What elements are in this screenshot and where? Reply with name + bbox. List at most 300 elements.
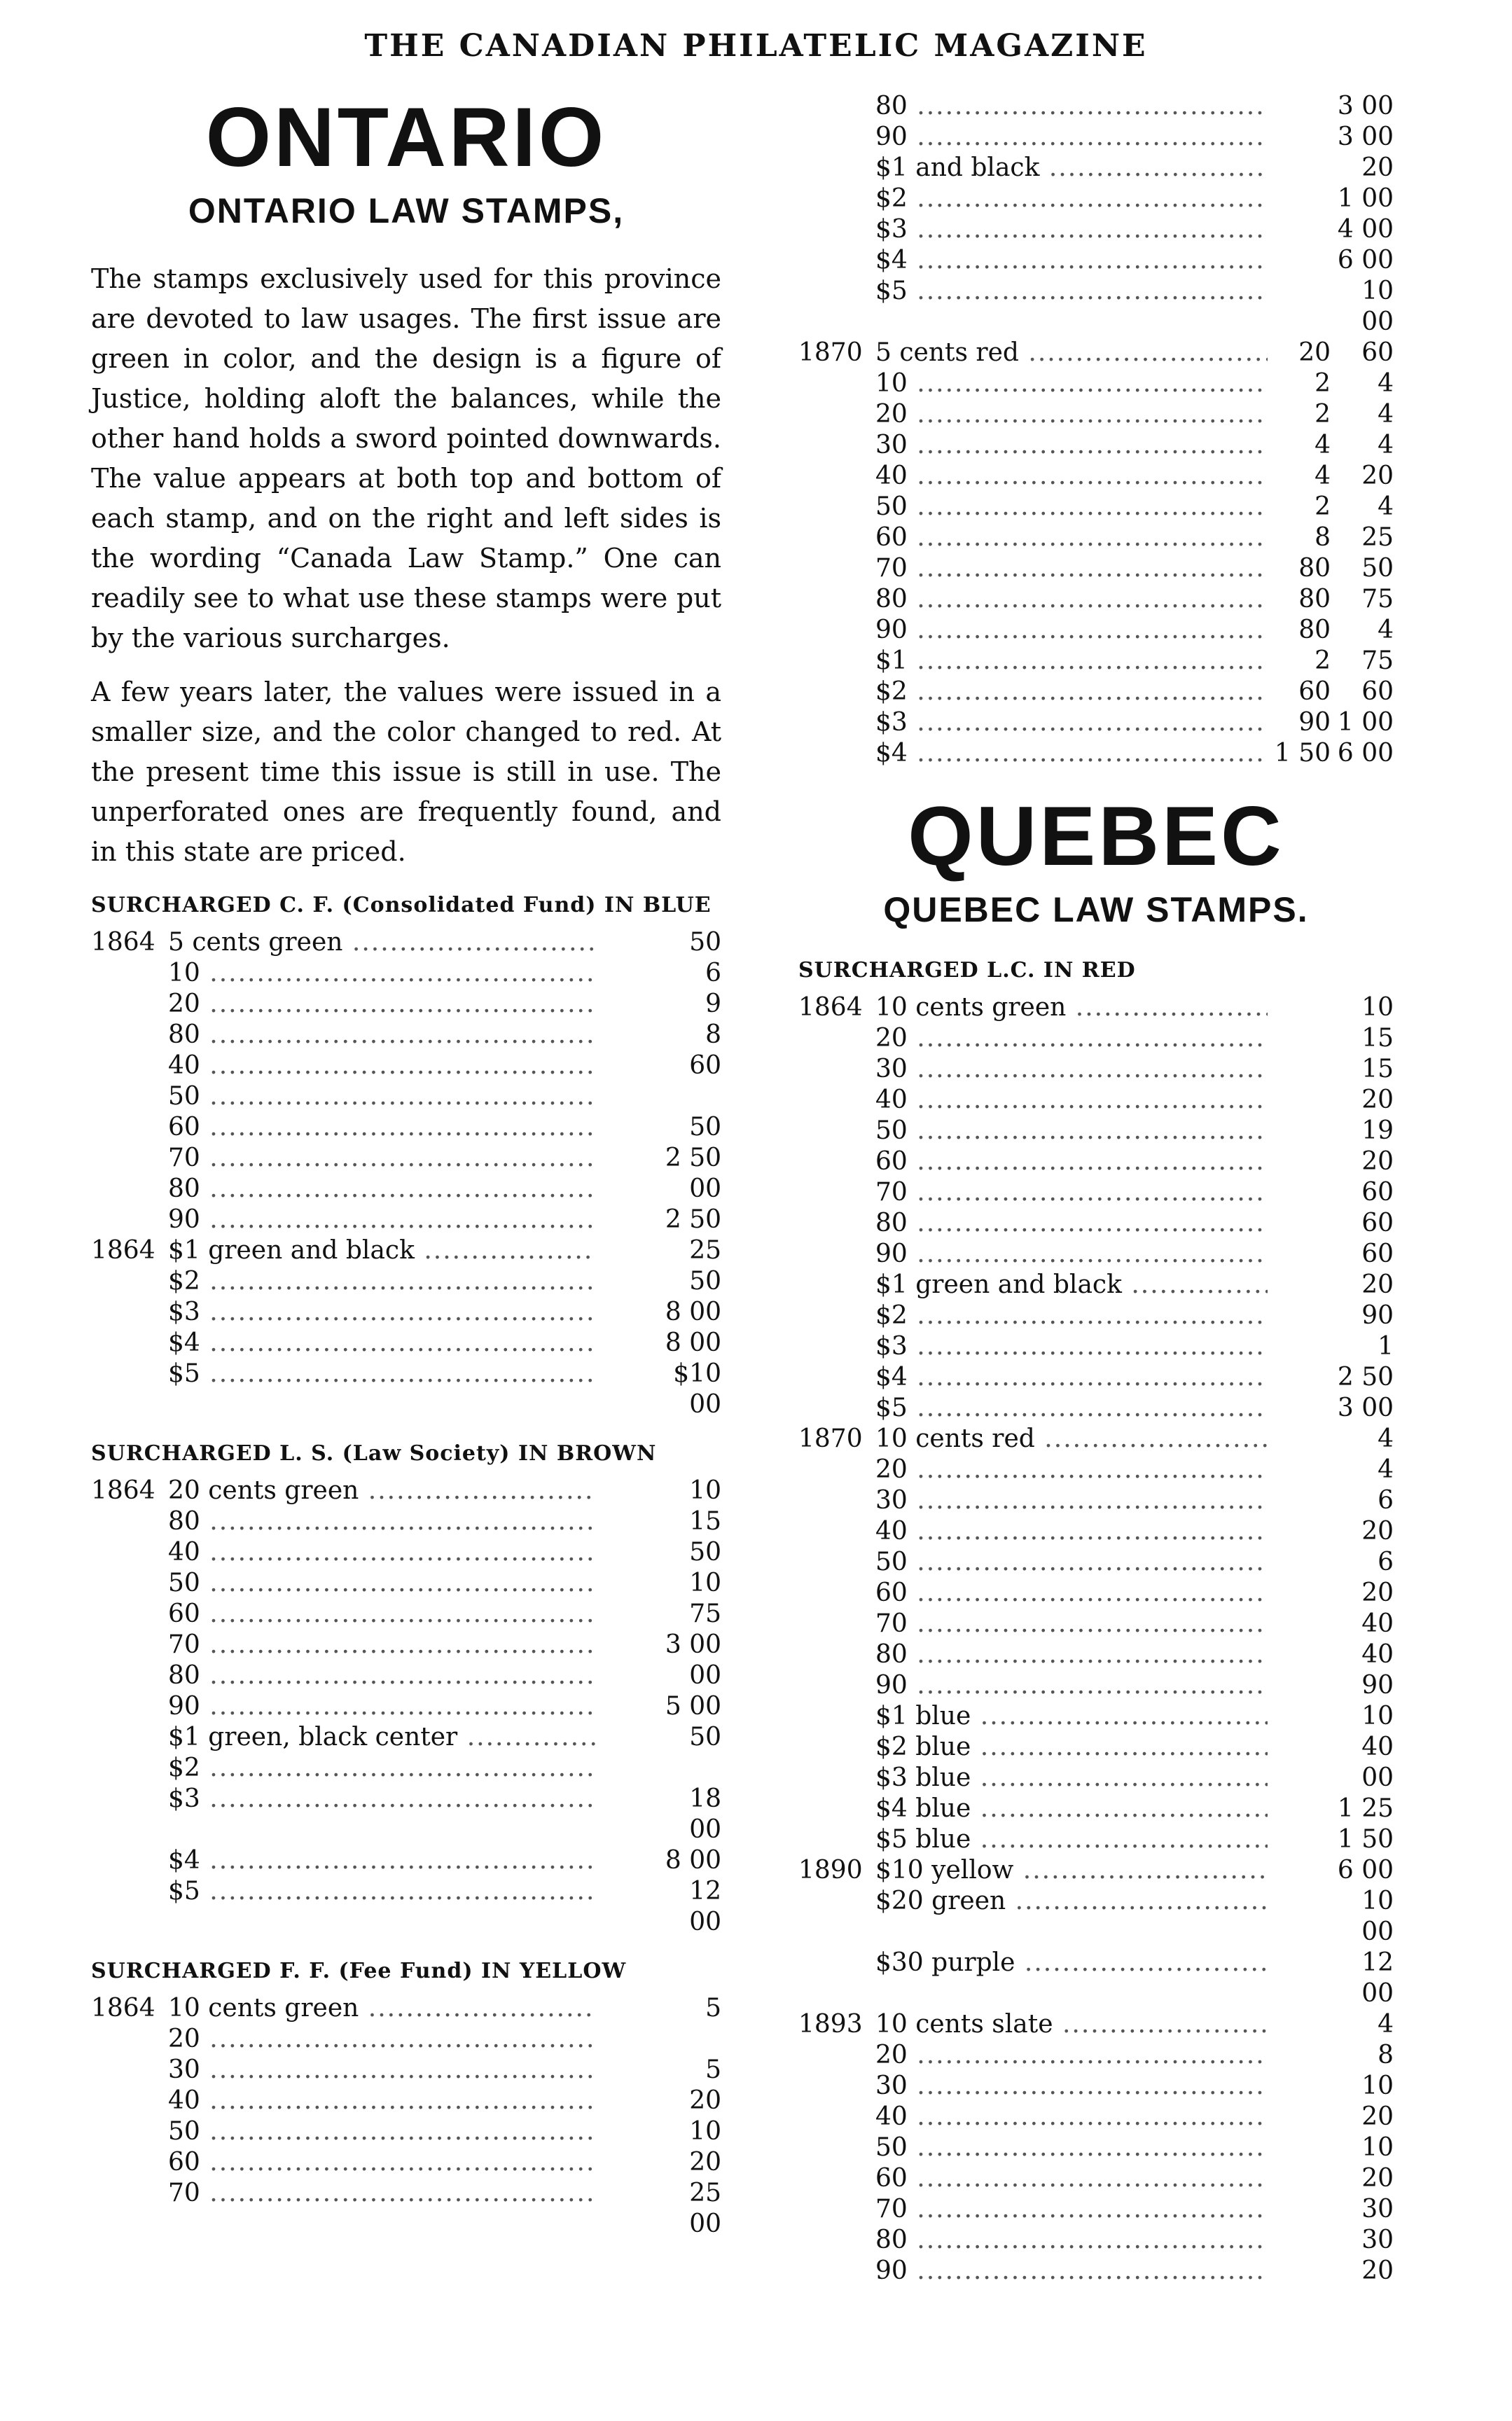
price-row-description: $4 blue ..... [875,1794,1268,1824]
price-row [798,368,1394,399]
price-row [91,1143,721,1174]
price-row [91,1599,721,1630]
price-row-used-price: 60 [1361,338,1394,367]
price-row-used-price: 40 [1361,1609,1394,1638]
price-row [91,1691,721,1722]
price-row-used-price: 5 [705,1994,721,2023]
price-row-description: 50 ..... [875,2132,1268,2163]
price-row-description: $4 ..... [168,1328,595,1359]
price-row [91,1568,721,1599]
price-row [91,1359,721,1420]
price-row [798,1855,1394,1886]
price-row-description: 20 ..... [168,989,595,1020]
price-row-description: 60 ..... [875,1146,1268,1177]
price-row-unused-price: 4 [1315,462,1331,490]
price-row-used-price: 10 00 [1361,277,1394,336]
price-row-used-price: 25 [1361,523,1394,552]
price-row [798,122,1394,153]
price-row [798,1116,1394,1146]
quebec-title: QUEBEC [908,789,1284,883]
price-row [798,2071,1394,2102]
price-row-used-price: 2 50 [1337,1363,1394,1392]
price-row [798,1732,1394,1763]
price-row-description: 20 ..... [875,2040,1268,2071]
price-row-used-price: 6 [705,959,721,987]
price-row [798,992,1394,1023]
price-row-description: 80 ..... [168,1506,595,1537]
price-row-description: 80 ..... [875,1208,1268,1239]
price-row [798,1516,1394,1547]
price-row-used-price: 4 [1378,1455,1394,1484]
price-row-used-price: 20 [689,2086,721,2115]
price-row [91,1630,721,1660]
price-row-description: 60 ..... [875,2163,1268,2194]
price-row-description: $20 green ..... [875,1886,1268,1917]
price-row-description: 60 ..... [168,2147,595,2178]
price-row [798,1609,1394,1639]
price-row-used-price: 3 00 [1337,92,1394,120]
price-row-used-price: 4 [1378,1424,1394,1453]
price-row-used-price: 6 00 [1337,246,1394,275]
price-row-description: 40 ..... [875,1085,1268,1116]
price-row-used-price: 40 [1361,1640,1394,1669]
price-row-used-price: 30 [1361,2226,1394,2254]
price-row [798,338,1394,368]
price-row [798,1763,1394,1794]
price-row-used-price: 10 [689,1569,721,1597]
price-row [798,1393,1394,1424]
price-row-used-price: 30 [1361,2195,1394,2224]
ontario-section-heading: SURCHARGED C. F. (Consolidated Fund) IN BLUE [91,893,712,917]
price-row-description: 20 ..... [875,1023,1268,1054]
price-row [91,927,721,958]
price-row [798,1270,1394,1300]
price-row [798,1639,1394,1670]
price-row [91,2055,721,2086]
quebec-subtitle: QUEBEC LAW STAMPS. [883,890,1309,929]
price-row-used-price: 4 [1378,492,1394,521]
price-row [798,1085,1394,1116]
price-row-used-price: 6 [1378,1486,1394,1515]
price-row-description: $3 ..... [168,1784,595,1815]
price-row [91,1205,721,1235]
price-row-description: 70 ..... [875,2194,1268,2225]
price-row [798,615,1394,646]
price-row [798,553,1394,584]
price-row-description: 50 ..... [168,1568,595,1599]
price-row-unused-price: 80 [1298,585,1331,613]
price-row [91,1235,721,1266]
price-row-used-price: 20 [1361,1579,1394,1607]
price-row-description: 30 ..... [168,2055,595,2086]
price-row-description: $2 ..... [875,1300,1268,1331]
price-row-used-price: 10 [689,2117,721,2146]
price-row-unused-price: 4 [1315,431,1331,459]
price-row [798,1146,1394,1177]
price-row-used-price: 4 [1378,369,1394,398]
price-row-used-price: 60 [1361,1209,1394,1237]
price-row-description: $1 green and black ..... [168,1235,595,1266]
quebec-price-list [798,992,1394,2287]
price-row-description: 80 ..... [875,91,1268,122]
price-row-description: $5 ..... [168,1876,595,1907]
price-row-description: 20 ..... [875,399,1268,430]
price-row [798,183,1394,214]
price-row [91,1081,721,1112]
price-row-description: $2 ..... [875,183,1268,214]
price-row-used-price: 4 [1378,431,1394,459]
price-row [798,1177,1394,1208]
price-row [798,584,1394,615]
price-row-description: 90 ..... [875,122,1268,153]
price-row [91,1993,721,2024]
price-row-description: $3 ..... [875,214,1268,245]
ontario-price-list [91,1993,721,2240]
price-row-description: 90 ..... [875,615,1268,646]
price-row-used-price: 4 00 [1337,215,1394,244]
price-row-description: 10 cents red ..... [875,1424,1268,1455]
price-row-used-price: 6 00 [1337,739,1394,768]
price-row [798,2040,1394,2071]
price-row-description: 50 ..... [875,1547,1268,1578]
price-row-used-price: 18 00 [689,1784,721,1844]
price-row-used-price: 4 [1378,2010,1394,2039]
price-row-description: 10 ..... [875,368,1268,399]
price-row [798,245,1394,276]
ontario-paragraph-2: A few years later, the values were issued in a smaller size, and the color changed to red. At the present time this issue is still in use. The unperforated ones are frequently found, and in this state are priced. [91,677,721,867]
price-row-used-price: 25 [689,1236,721,1265]
price-row [798,1578,1394,1609]
price-row [91,1328,721,1359]
price-row-used-price: 75 [1361,646,1394,675]
price-row [798,2225,1394,2256]
price-row [798,1701,1394,1732]
price-row-description: 40 ..... [168,1537,595,1568]
price-row-used-price: 20 [1361,2256,1394,2285]
price-row-description: $3 ..... [875,1331,1268,1362]
price-row [798,1886,1394,1948]
price-row [798,738,1394,769]
price-row [798,1331,1394,1362]
price-row [91,2024,721,2055]
price-row [798,646,1394,677]
price-row-year: 1864 [91,1994,155,2023]
price-row [91,1506,721,1537]
price-row [798,461,1394,492]
price-row-description: $1 ..... [875,646,1268,677]
price-row-used-price: 3 00 [665,1630,721,1659]
price-row [798,1239,1394,1270]
price-row [91,1753,721,1784]
price-row-unused-price: 80 [1298,616,1331,644]
price-row [798,2194,1394,2225]
price-row-year: 1864 [91,1476,155,1505]
ontario-price-list [91,927,721,1420]
price-row-description: 80 ..... [168,1020,595,1050]
price-row-description: $3 ..... [168,1297,595,1328]
price-row-year: 1864 [798,993,863,1022]
ontario-price-list [91,1476,721,1938]
price-row-used-price: 3 00 [1337,123,1394,151]
masthead: THE CANADIAN PHILATELIC MAGAZINE [364,28,1148,64]
price-row [91,1722,721,1753]
price-row-used-price: 8 00 [665,1329,721,1357]
price-row-used-price: 90 [1361,1671,1394,1700]
price-row-used-price: 9 [705,990,721,1018]
price-row-description: 20 cents green ..... [168,1476,595,1506]
price-row-description: $5 blue ..... [875,1824,1268,1855]
price-row-unused-price: 2 [1315,646,1331,675]
price-row-used-price: 8 [705,1020,721,1049]
price-row-used-price: 00 [1361,1763,1394,1792]
price-row-description: $2 ..... [168,1753,595,1784]
price-row-used-price: 00 [689,1661,721,1690]
price-row-unused-price: 2 [1315,369,1331,398]
price-row [798,522,1394,553]
price-row-used-price: 19 [1361,1116,1394,1145]
price-row [798,2009,1394,2040]
price-row-year: 1890 [798,1856,863,1885]
price-row-used-price: 5 00 [665,1692,721,1721]
price-row [91,1297,721,1328]
price-row-description: $4 ..... [875,738,1268,769]
price-row [91,2086,721,2116]
price-row-description: $5 ..... [875,1393,1268,1424]
price-row-used-price: 5 [705,2055,721,2084]
price-row-unused-price: 20 [1298,338,1331,367]
price-row [798,1054,1394,1085]
price-row-description: 10 cents slate ..... [875,2009,1268,2040]
price-row-description: 80 ..... [168,1660,595,1691]
price-row-used-price: 20 [1361,1147,1394,1176]
price-row [798,1300,1394,1331]
price-row [91,1660,721,1691]
price-row [798,430,1394,461]
price-row [798,1794,1394,1824]
price-row-unused-price: 8 [1315,523,1331,552]
price-row-used-price: 1 00 [1337,184,1394,213]
price-row [798,2163,1394,2194]
price-row-used-price: 50 [689,1723,721,1751]
price-row-description: $4 ..... [875,245,1268,276]
price-row [798,1362,1394,1393]
price-row-year: 1893 [798,2010,863,2039]
price-row-unused-price: 2 [1315,492,1331,521]
price-row-used-price: 15 [689,1507,721,1536]
ontario-section-heading: SURCHARGED L. S. (Law Society) IN BROWN [91,1441,657,1466]
price-row-used-price: 1 [1378,1332,1394,1361]
price-row-unused-price: 60 [1298,677,1331,706]
price-row [798,1948,1394,2009]
price-row-used-price: 50 [689,928,721,957]
price-row [798,1455,1394,1485]
ontario-continued-price-list [798,91,1394,769]
price-row-description: $1 and black ..... [875,153,1268,183]
price-row-used-price: 10 [1361,1702,1394,1730]
price-row-used-price: 2 50 [665,1205,721,1234]
price-row-unused-price: 80 [1298,554,1331,583]
price-row-description: 5 cents green ..... [168,927,595,958]
right-column [798,91,1394,2287]
price-row-used-price: 00 [689,1174,721,1203]
price-row [91,958,721,989]
price-row-used-price: 4 [1378,400,1394,429]
price-row [798,1485,1394,1516]
price-row-description: 70 ..... [875,1177,1268,1208]
price-row-used-price: 4 [1378,616,1394,644]
price-row-used-price: 8 00 [665,1298,721,1326]
price-row-used-price: 12 00 [1361,1948,1394,2008]
price-row-description: 90 ..... [168,1205,595,1235]
price-row [91,1266,721,1297]
price-row-used-price: 50 [689,1267,721,1296]
price-row-used-price: 10 [1361,2072,1394,2100]
price-row [798,1547,1394,1578]
price-row-description: 90 ..... [168,1691,595,1722]
price-row-used-price: 50 [689,1538,721,1567]
price-row [91,2116,721,2147]
price-row-used-price: 20 [1361,1085,1394,1114]
price-row [798,1208,1394,1239]
price-row [798,677,1394,707]
price-row [91,2147,721,2178]
price-row-description: 80 ..... [168,1174,595,1205]
price-row-used-price: 10 00 [1361,1887,1394,1946]
price-row-description: 10 cents green ..... [168,1993,595,2024]
price-row-year: 1870 [798,1424,863,1453]
price-row-unused-price: 2 [1315,400,1331,429]
price-row-description: 80 ..... [875,2225,1268,2256]
price-row-used-price: 20 [1361,2102,1394,2131]
price-row-unused-price: 90 [1298,708,1331,737]
price-row [798,1670,1394,1701]
price-row-description: $1 green and black ..... [875,1270,1268,1300]
ontario-subtitle: ONTARIO LAW STAMPS, [188,191,625,230]
price-row-description: 10 cents green ..... [875,992,1268,1023]
price-row-description: 70 ..... [168,2178,595,2209]
price-row-used-price: 1 25 [1337,1794,1394,1823]
price-row-used-price: 20 [689,2148,721,2177]
price-row-year: 1870 [798,338,863,367]
price-row-used-price: 60 [1361,1178,1394,1207]
price-row-description: $1 green, black center ..... [168,1722,595,1753]
price-row-used-price: 75 [689,1600,721,1628]
price-row-description: 5 cents red ..... [875,338,1268,368]
price-row-description: 50 ..... [168,1081,595,1112]
price-row [798,2256,1394,2287]
price-row [91,1876,721,1938]
price-row-description: $4 ..... [875,1362,1268,1393]
price-row-unused-price: 1 50 [1274,739,1331,768]
price-row-description: 60 ..... [875,1578,1268,1609]
price-row-description: $5 ..... [875,276,1268,307]
price-row [798,707,1394,738]
price-row-used-price: 6 00 [1337,1856,1394,1885]
price-row-description: $5 ..... [168,1359,595,1389]
price-row-used-price: 50 [689,1113,721,1142]
ontario-section-heading: SURCHARGED F. F. (Fee Fund) IN YELLOW [91,1959,627,1983]
price-row-description: 40 ..... [168,2086,595,2116]
price-row-description: 80 ..... [875,1639,1268,1670]
price-row-used-price: 50 [1361,554,1394,583]
price-row-used-price: 12 00 [689,1877,721,1936]
price-row-used-price: 3 00 [1337,1394,1394,1422]
ontario-price-sections [91,893,721,2240]
price-row-used-price: 60 [1361,677,1394,706]
price-row [798,153,1394,183]
price-row-used-price: 1 00 [1337,708,1394,737]
price-row-description: $3 blue ..... [875,1763,1268,1794]
price-row-description: 30 ..... [875,430,1268,461]
price-row [798,214,1394,245]
price-row-used-price: $10 00 [673,1359,721,1419]
price-row-used-price: 60 [1361,1240,1394,1268]
price-row [91,989,721,1020]
price-row [91,1537,721,1568]
price-row-description: 20 ..... [875,1455,1268,1485]
price-row-description: 60 ..... [168,1112,595,1143]
price-row-description: 50 ..... [875,1116,1268,1146]
price-row-used-price: 15 [1361,1055,1394,1083]
price-row-used-price: 20 [1361,1270,1394,1299]
price-row-used-price: 1 50 [1337,1825,1394,1854]
price-row-description: 90 ..... [875,2256,1268,2287]
price-row [798,399,1394,430]
price-row [91,1020,721,1050]
price-row-description: 40 ..... [875,461,1268,492]
price-row [91,1174,721,1205]
price-row [91,1845,721,1876]
price-row-used-price: 6 [1378,1548,1394,1576]
price-row-used-price: 10 [1361,2133,1394,2162]
price-row-used-price: 10 [689,1476,721,1505]
price-row [798,1023,1394,1054]
price-row [798,2132,1394,2163]
price-row-description: $3 ..... [875,707,1268,738]
price-row [91,2178,721,2240]
price-row-description: 30 ..... [875,2071,1268,2102]
price-row [798,1424,1394,1455]
price-row-used-price: 2 50 [665,1144,721,1172]
price-row-description: 40 ..... [168,1050,595,1081]
price-row [798,1824,1394,1855]
price-row [91,1784,721,1845]
left-column [91,91,721,2240]
price-row-used-price: 40 [1361,1733,1394,1761]
price-row-description: $1 blue ..... [875,1701,1268,1732]
price-row-description: 40 ..... [875,1516,1268,1547]
price-row-used-price: 20 [1361,462,1394,490]
price-row-description: $4 ..... [168,1845,595,1876]
price-row [91,1050,721,1081]
price-row-description: 20 ..... [168,2024,595,2055]
price-row-used-price: 20 [1361,1517,1394,1546]
price-row-description: 80 ..... [875,584,1268,615]
price-row-description: $2 blue ..... [875,1732,1268,1763]
price-row-description: 70 ..... [875,553,1268,584]
price-row-description: 50 ..... [875,492,1268,522]
price-row-description: $10 yellow ..... [875,1855,1268,1886]
price-row [798,2102,1394,2132]
price-row-description: 90 ..... [875,1670,1268,1701]
price-row-description: $2 ..... [168,1266,595,1297]
price-row-description: 60 ..... [875,522,1268,553]
price-row-description: 90 ..... [875,1239,1268,1270]
price-row-description: $30 purple ..... [875,1948,1268,1978]
price-row-year: 1864 [91,928,155,957]
price-row [798,91,1394,122]
price-row-description: 70 ..... [168,1630,595,1660]
